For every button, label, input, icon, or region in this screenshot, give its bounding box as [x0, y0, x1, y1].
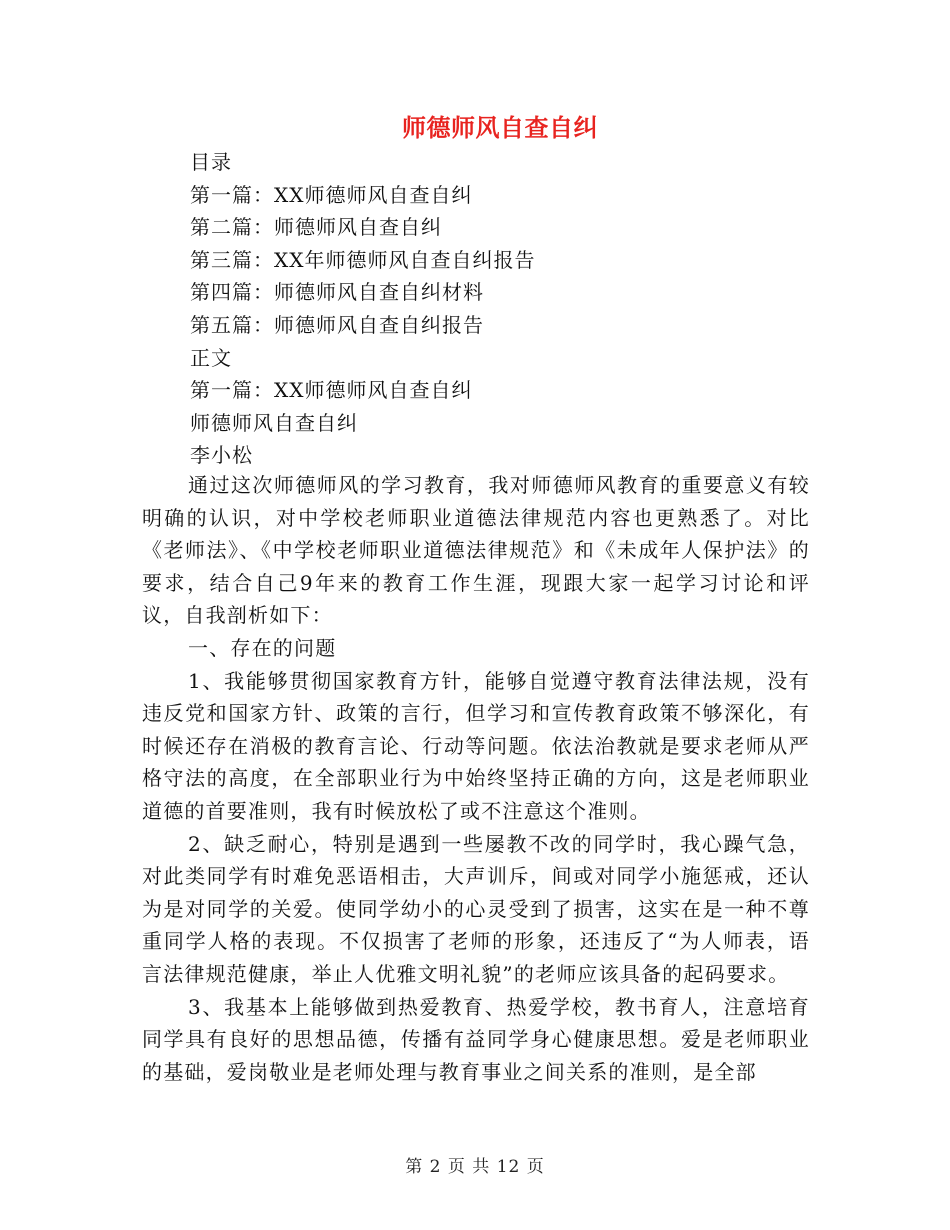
toc-item: 第二篇：师德师风自查自纠 [190, 215, 442, 240]
article-title: 师德师风自查自纠 [190, 410, 358, 435]
paragraph: 通过这次师德师风的学习教育，我对师德师风教育的重要意义有较明确的认识，对中学校老师职业道德法律规范内容也更熟悉了。对比《老师法》、《中学校老师职业道德法律规范》和《未成年人保护法》的要求，结合自己9年来的教育工作生涯，现跟大家一起学习讨论和评议，自我剖析如下： [142, 473, 810, 628]
article-body [142, 469, 810, 1088]
paragraph: 3、我基本上能够做到热爱教育、热爱学校，教书育人，注意培育同学具有良好的思想品德，传播有益同学身心健康思想。爱是老师职业的基础，爱岗敬业是老师处理与教育事业之间关系的准则，是全部 [142, 994, 810, 1084]
table-of-contents [190, 146, 810, 472]
toc-item: 第四篇：师德师风自查自纠材料 [190, 280, 484, 305]
page-number-footer: 第 2 页 共 12 页 [405, 1157, 545, 1177]
body-heading: 正文 [190, 345, 232, 370]
section-title: 第一篇：XX师德师风自查自纠 [190, 378, 473, 403]
document-title: 师德师风自查自纠 [402, 114, 598, 142]
section-heading-problems: 一、存在的问题 [188, 635, 337, 660]
toc-heading: 目录 [190, 150, 232, 174]
paragraph: 1、我能够贯彻国家教育方针，能够自觉遵守教育法律法规，没有违反党和国家方针、政策的言行，但学习和宣传教育政策不够深化，有时候还存在消极的教育言论、行动等问题。依法治教就是要求老师从严格守法的高度，在全部职业行为中始终坚持正确的方向，这是老师职业道德的首要准则，我有时候放松了或不注意这个准则。 [142, 668, 810, 823]
toc-item: 第一篇：XX师德师风自查自纠 [190, 182, 473, 207]
paragraph: 2、缺乏耐心，特别是遇到一些屡教不改的同学时，我心躁气急，对此类同学有时难免恶语相击，大声训斥，间或对同学小施惩戒，还认为是对同学的关爱。使同学幼小的心灵受到了损害，这实在是一种不尊重同学人格的表现。不仅损害了老师的形象，还违反了“为人师表，语言法律规范健康，举止人优雅文明礼貌”的老师应该具备的起码要求。 [142, 831, 810, 986]
toc-item: 第五篇：师德师风自查自纠报告 [190, 312, 484, 337]
toc-item: 第三篇：XX年师德师风自查自纠报告 [190, 247, 536, 272]
author-name: 李小松 [190, 443, 253, 468]
